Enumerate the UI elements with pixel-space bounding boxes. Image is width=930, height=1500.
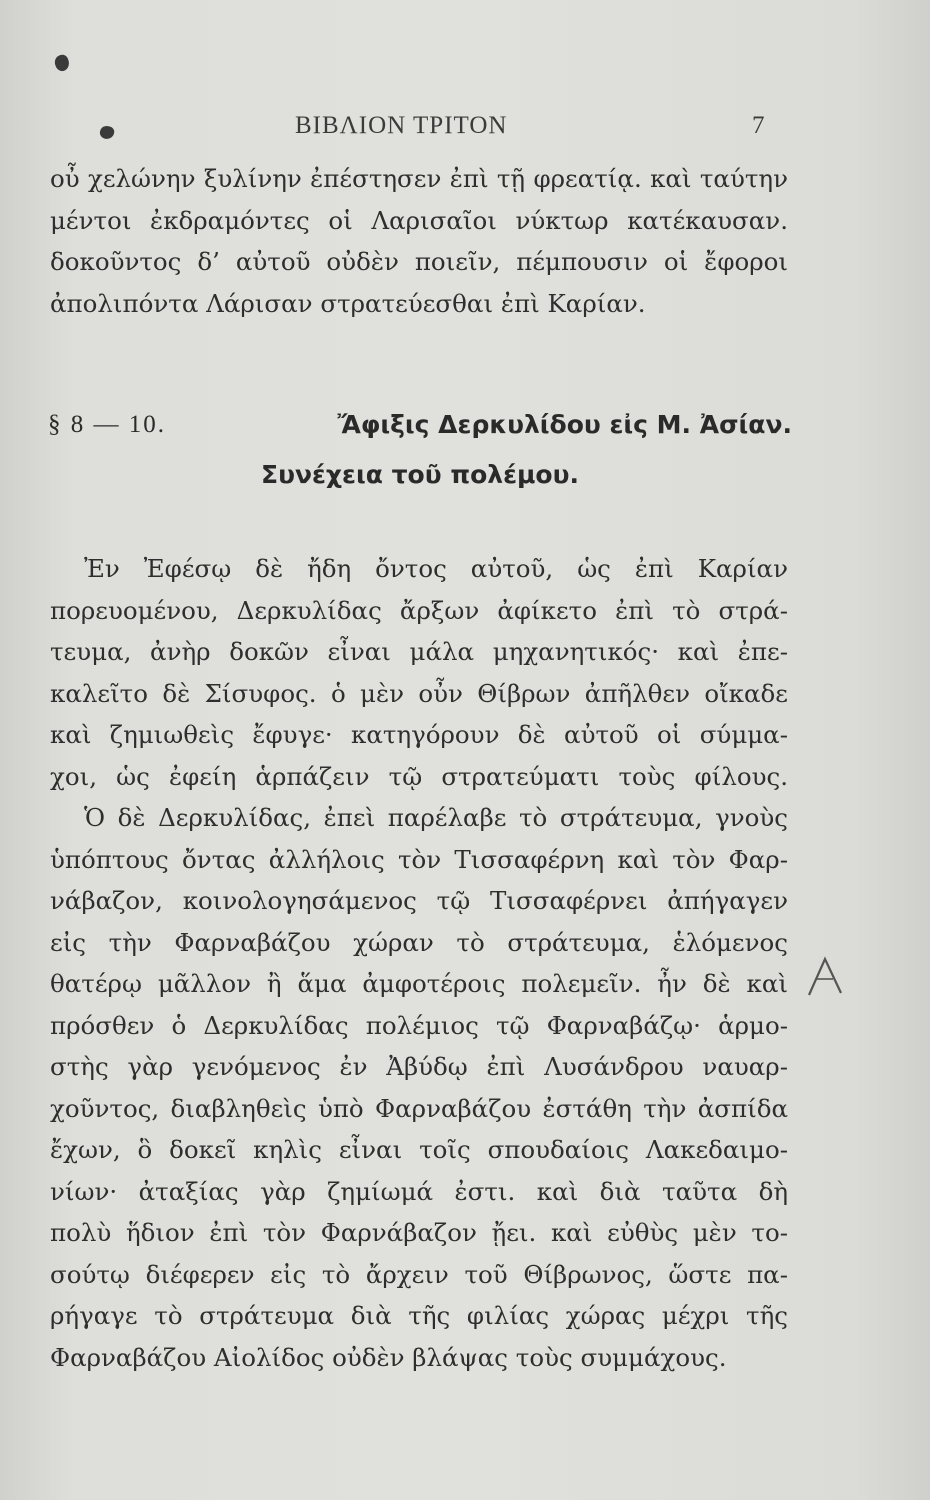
text-line: Ἐν Ἐφέσῳ δὲ ἤδη ὄντος αὐτοῦ, ὡς ἐπὶ Καρίαν [84, 554, 788, 583]
text-line: δοκοῦντος δ’ αὐτοῦ οὐδὲν ποιεῖν, πέμπουσιν οἱ ἔφοροι [50, 247, 788, 276]
text-line: ὑπόπτους ὄντας ἀλλήλοις τὸν Τισσαφέρνη καὶ τὸν Φαρ- [50, 844, 788, 874]
section-number: § 8 — 10. [48, 411, 166, 438]
text-line: νάβαζον, κοινολογησάμενος τῷ Τισσαφέρνει ἀπήγαγεν [50, 886, 788, 915]
text-line: μέντοι ἐκδραμόντες οἱ Λαρισαῖοι νύκτωρ κατέκαυσαν. [50, 205, 788, 235]
page-number: 7 [752, 112, 765, 139]
section-heading [48, 400, 792, 500]
heading-subtitle: Συνέχεια τοῦ πολέμου. [261, 460, 579, 489]
text-line: καὶ ζημιωθεὶς ἔφυγε· κατηγόρουν δὲ αὐτοῦ οἱ σύμμα- [50, 720, 788, 749]
ink-blot [53, 53, 72, 73]
text-line: ρήγαγε τὸ στράτευμα διὰ τῆς φιλίας χώρας μέχρι τῆς [50, 1301, 788, 1330]
text-line: θατέρῳ μᾶλλον ἢ ἅμα ἀμφοτέροις πολεμεῖν. ἦν δὲ καὶ [50, 969, 788, 998]
text-line: χοῦντος, διαβληθεὶς ὑπὸ Φαρναβάζου ἐστάθη τὴν ἀσπίδα [50, 1093, 788, 1123]
paragraph-1 [50, 158, 788, 324]
heading-title: Ἄφιξις Δερκυλίδου εἰς Μ. Ἀσίαν. [337, 410, 792, 439]
text-line: νίων· ἀταξίας γὰρ ζημίωμά ἐστι. καὶ διὰ ταῦτα δὴ [50, 1176, 788, 1206]
text-line: εἰς τὴν Φαρναβάζου χώραν τὸ στράτευμα, ἑλόμενος [50, 927, 788, 957]
running-title: ΒΙΒΛΙΟΝ ΤΡΙΤΟΝ [295, 112, 508, 139]
text-line: οὖ χελώνην ξυλίνην ἐπέστησεν ἐπὶ τῇ φρεατίᾳ. καὶ ταύτην [50, 164, 788, 193]
text-line: στὴς γὰρ γενόμενος ἐν Ἀβύδῳ ἐπὶ Λυσάνδρου ναυαρ- [50, 1052, 788, 1081]
text-line: πολὺ ἥδιον ἐπὶ τὸν Φαρνάβαζον ᾔει. καὶ εὐθὺς μὲν το- [50, 1218, 788, 1247]
heading-line-1 [48, 400, 792, 450]
paragraph-2 [50, 548, 788, 1378]
text-line: χοι, ὡς ἐφείη ἁρπάζειν τῷ στρατεύματι τοὺς φίλους. [50, 761, 788, 791]
text-line: σούτῳ διέφερεν εἰς τὸ ἄρχειν τοῦ Θίβρωνος, ὥστε πα- [50, 1259, 788, 1289]
text-line: Φαρναβάζου Αἰολίδος οὐδὲν βλάψας τοὺς συμμάχους. [50, 1342, 727, 1372]
text-line: ἀπολιπόντα Λάρισαν στρατεύεσθαι ἐπὶ Καρίαν. [50, 288, 646, 318]
text-line: πρόσθεν ὁ Δερκυλίδας πολέμιος τῷ Φαρναβάζῳ· ἁρμο- [50, 1010, 788, 1040]
text-line: πορευομένου, Δερκυλίδας ἄρξων ἀφίκετο ἐπὶ τὸ στρά- [50, 595, 788, 625]
text-line: ἔχων, ὃ δοκεῖ κηλὶς εἶναι τοῖς σπουδαίοις Λακεδαιμο- [50, 1135, 788, 1164]
text-line: Ὁ δὲ Δερκυλίδας, ἐπεὶ παρέλαβε τὸ στράτευμα, γνοὺς [84, 803, 788, 832]
running-head [0, 112, 930, 142]
text-line: καλεῖτο δὲ Σίσυφος. ὁ μὲν οὖν Θίβρων ἀπῆλθεν οἴκαδε [50, 678, 788, 708]
text-line: τευμα, ἀνὴρ δοκῶν εἶναι μάλα μηχανητικός· καὶ ἐπε- [50, 637, 788, 666]
pencil-mark-icon [805, 955, 845, 999]
